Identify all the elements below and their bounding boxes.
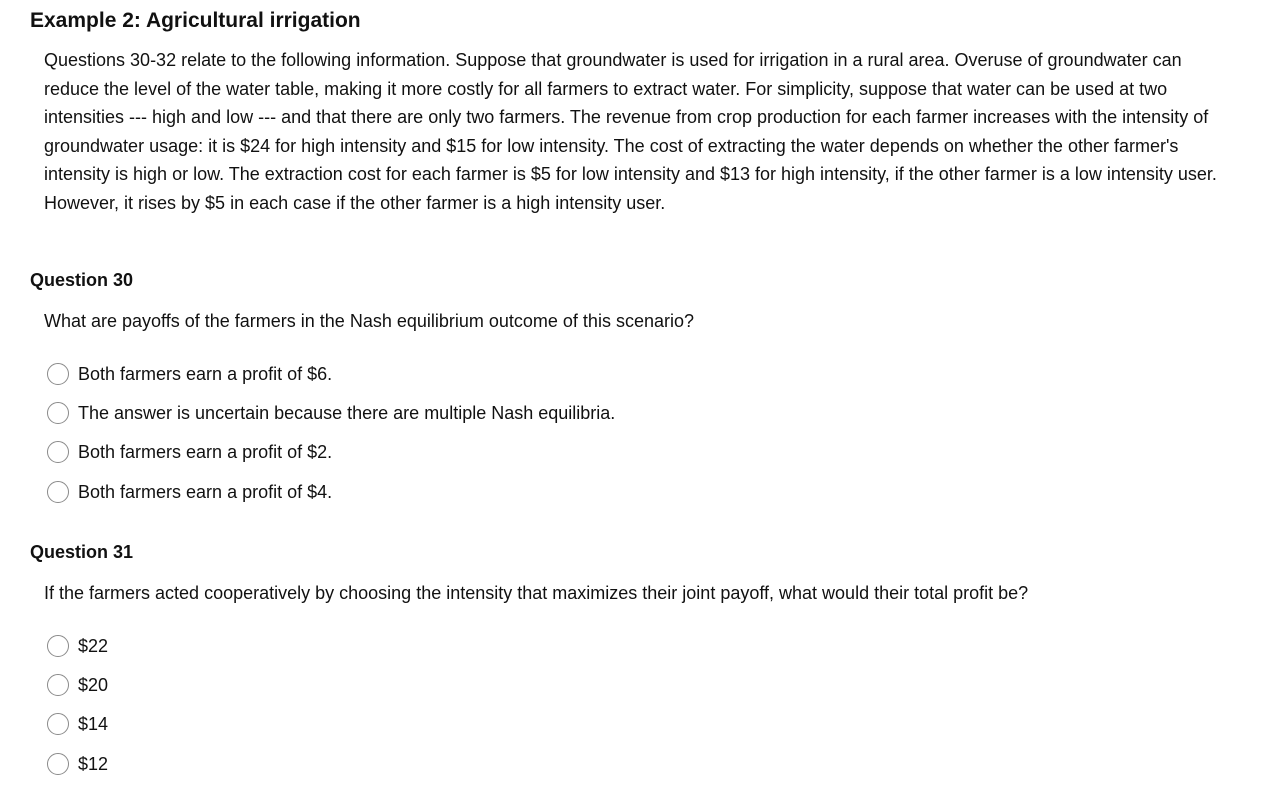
question-31-options: [47, 626, 108, 783]
option-label: The answer is uncertain because there are multiple Nash equilibria.: [78, 402, 616, 423]
question-31-option-3[interactable]: [47, 705, 108, 744]
question-31-text: If the farmers acted cooperatively by choosing the intensity that maximizes their joint payoff, what would their total profit be?: [44, 583, 1029, 603]
option-label: $22: [78, 635, 109, 656]
question-30-option-3[interactable]: [47, 433, 615, 472]
option-label: Both farmers earn a profit of $2.: [78, 442, 333, 463]
question-30-heading: Question 30: [30, 270, 134, 290]
option-label: Both farmers earn a profit of $6.: [78, 363, 333, 384]
radio-button[interactable]: [47, 635, 69, 657]
example-title: Example 2: Agricultural irrigation: [30, 9, 361, 32]
radio-button[interactable]: [47, 363, 69, 385]
option-label: $14: [78, 714, 109, 735]
question-30-option-4[interactable]: [47, 472, 615, 511]
question-30-text: What are payoffs of the farmers in the Nash equilibrium outcome of this scenario?: [44, 311, 694, 331]
radio-button[interactable]: [47, 481, 69, 503]
question-31-option-1[interactable]: [47, 626, 108, 665]
radio-button[interactable]: [47, 674, 69, 696]
question-30-option-2[interactable]: [47, 393, 615, 432]
option-label: Both farmers earn a profit of $4.: [78, 481, 333, 502]
radio-button[interactable]: [47, 713, 69, 735]
radio-button[interactable]: [47, 753, 69, 775]
question-31-option-4[interactable]: [47, 744, 108, 783]
radio-button[interactable]: [47, 441, 69, 463]
question-31-option-2[interactable]: [47, 665, 108, 704]
radio-button[interactable]: [47, 402, 69, 424]
intro-paragraph: Questions 30-32 relate to the following information. Suppose that groundwater is used for irrigation in a rural area. Overuse of groundwater can reduce the level of the water table, making it more costly for all farmers to extract water. For simplicity, suppose that water can be used at two intensities --- high and low --- and that there are only two farmers. The revenue from crop production for each farmer increases with the intensity of groundwater usage: it is $24 for high intensity and $15 for low intensity. The cost of extracting the water depends on whether the other farmer's intensity is high or low. The extraction cost for each farmer is $5 for low intensity and $13 for high intensity, if the other farmer is a low intensity user. However, it rises by $5 in each case if the other farmer is a high intensity user.: [44, 50, 1217, 213]
question-30-option-1[interactable]: [47, 354, 615, 393]
option-label: $12: [78, 753, 109, 774]
option-label: $20: [78, 674, 109, 695]
question-30-options: [47, 354, 615, 511]
question-31-heading: Question 31: [30, 542, 134, 562]
